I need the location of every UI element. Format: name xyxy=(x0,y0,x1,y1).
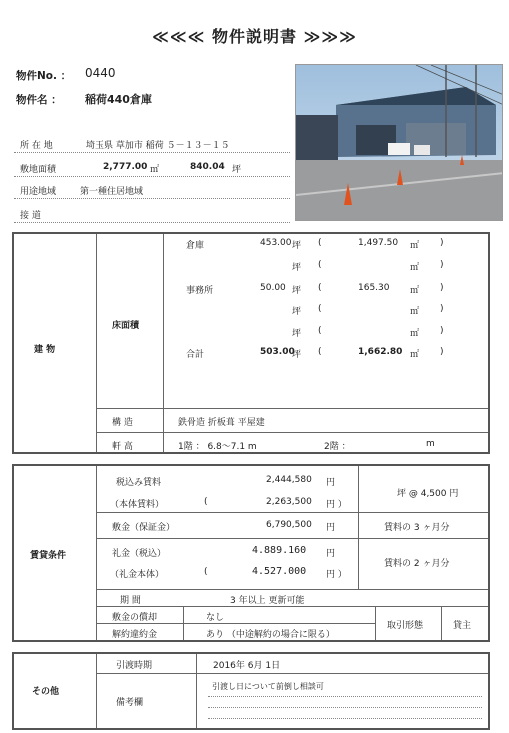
deposit-months: 賃料の 3 ヶ月分 xyxy=(384,523,450,533)
floor-area-unit: 坪 xyxy=(292,307,302,317)
floor-area-m2: 1,662.80 xyxy=(358,347,403,357)
rent-label: 税込み賃料 xyxy=(116,478,162,488)
base-rent-value: 2,263,500 xyxy=(266,497,312,507)
floor-area-unit: 坪 xyxy=(292,263,302,273)
key-money-label: 礼金（税込） xyxy=(112,549,167,559)
deposit-value: 6,790,500 xyxy=(266,520,312,530)
floor-area-name: 事務所 xyxy=(186,286,214,296)
per-tsubo-rent: 坪 @ 4,500 円 xyxy=(397,489,459,499)
floor-area-unit: 坪 xyxy=(292,241,302,251)
base-rent-unit: 円 ） xyxy=(326,500,347,510)
property-no-label: 物件No. ： xyxy=(16,70,72,82)
floor-area-label: 床面積 xyxy=(112,321,140,331)
floor-area-unit: 坪 xyxy=(292,350,302,360)
road-access-label: 接 道 xyxy=(20,211,41,221)
floor-area-paren-close: ) xyxy=(440,304,444,314)
key-money-base-unit: 円 ） xyxy=(326,570,347,580)
land-area-tsubo: 840.04 xyxy=(190,162,225,172)
key-money-base-value: 4.527.000 xyxy=(252,566,307,577)
land-area-m2-unit: ㎡ xyxy=(150,165,160,175)
key-money-base-label: （礼金本体） xyxy=(110,570,165,580)
floor-area-paren-close: ) xyxy=(440,260,444,270)
address-value: 埼玉県 草加市 稲荷 ５－１３－１５ xyxy=(86,141,230,151)
remarks-line xyxy=(208,718,482,719)
floor-area-paren-close: ) xyxy=(440,283,444,293)
floor-area-paren-open: ( xyxy=(318,238,322,248)
land-area-label: 敷地面積 xyxy=(20,165,57,175)
lease-period-value: 3 年以上 更新可能 xyxy=(230,596,305,606)
document-title: ≪≪≪ 物件説明書 ≫≫≫ xyxy=(152,27,357,46)
transaction-type-label: 取引形態 xyxy=(387,621,424,631)
key-money-base-paren-open: ( xyxy=(204,567,208,577)
address-label: 所 在 地 xyxy=(20,141,53,151)
floor-area-tsubo: 50.00 xyxy=(260,283,286,293)
floor-area-paren-close: ) xyxy=(440,238,444,248)
divider xyxy=(14,222,290,223)
remarks-line xyxy=(208,707,482,708)
rent-unit: 円 xyxy=(326,478,336,488)
floor-area-paren-open: ( xyxy=(318,326,322,336)
property-photo xyxy=(295,64,503,221)
floor-area-unit: 坪 xyxy=(292,286,302,296)
cancellation-penalty-value: あり （中途解約の場合に限る） xyxy=(206,630,335,640)
structure-label: 構 造 xyxy=(112,418,133,428)
floor-area-tsubo: 453.00 xyxy=(260,238,292,248)
lease-period-label: 期 間 xyxy=(120,596,141,606)
floor-area-paren-close: ) xyxy=(440,326,444,336)
deposit-label: 敷金（保証金） xyxy=(112,523,176,533)
handover-date-value: 2016年 6月 1日 xyxy=(213,661,281,671)
base-rent-paren-open: ( xyxy=(204,497,208,507)
key-money-unit: 円 xyxy=(326,549,336,559)
zoning-value: 第一種住居地域 xyxy=(80,187,144,197)
deposit-amortization-label: 敷金の償却 xyxy=(112,613,158,623)
remarks-line xyxy=(208,696,482,697)
property-no-value: 0440 xyxy=(85,66,116,80)
floor-area-paren-open: ( xyxy=(318,347,322,357)
floor-area-m2unit: ㎡ xyxy=(410,307,420,317)
divider xyxy=(14,152,290,153)
deposit-unit: 円 xyxy=(326,523,336,533)
key-money-months: 賃料の 2 ヶ月分 xyxy=(384,559,450,569)
floor-area-m2: 1,497.50 xyxy=(358,238,399,248)
other-section-label: その他 xyxy=(32,687,60,697)
cancellation-penalty-label: 解約違約金 xyxy=(112,630,158,640)
structure-value: 鉄骨造 折板葺 平屋建 xyxy=(178,418,265,428)
floor-area-name: 倉庫 xyxy=(186,241,205,251)
eaves-height-label: 軒 高 xyxy=(112,442,133,452)
base-rent-label: （本体賃料） xyxy=(110,500,165,510)
land-area-tsubo-unit: 坪 xyxy=(232,165,242,175)
floor-area-paren-open: ( xyxy=(318,304,322,314)
floor-area-m2unit: ㎡ xyxy=(410,263,420,273)
floor-area-m2unit: ㎡ xyxy=(410,329,420,339)
floor-area-m2unit: ㎡ xyxy=(410,241,420,251)
rent-value: 2,444,580 xyxy=(266,475,312,485)
eaves-2f-unit: m xyxy=(426,439,435,449)
land-area-m2: 2,777.00 xyxy=(103,162,148,172)
eaves-1f-value: 1階 ： 6.8～7.1 m xyxy=(178,442,257,452)
key-money-value: 4.889.160 xyxy=(252,545,307,556)
floor-area-m2unit: ㎡ xyxy=(410,286,420,296)
floor-area-unit: 坪 xyxy=(292,329,302,339)
floor-area-paren-open: ( xyxy=(318,283,322,293)
remarks-value: 引渡し日について前倒し相談可 xyxy=(212,682,324,691)
property-name-value: 稲荷440倉庫 xyxy=(85,93,152,106)
handover-date-label: 引渡時期 xyxy=(116,661,153,671)
floor-area-paren-close: ) xyxy=(440,347,444,357)
floor-area-m2: 165.30 xyxy=(358,283,390,293)
transaction-type-value: 貸主 xyxy=(453,621,472,631)
divider xyxy=(14,176,290,177)
zoning-label: 用途地域 xyxy=(20,187,57,197)
floor-area-tsubo: 503.00 xyxy=(260,347,295,357)
eaves-2f-value: 2階 ： xyxy=(324,442,351,452)
floor-area-name: 合計 xyxy=(186,350,205,360)
divider xyxy=(14,198,290,199)
property-name-label: 物件名 ： xyxy=(16,94,62,106)
lease-section-label: 賃貸条件 xyxy=(30,551,67,561)
deposit-amortization-value: なし xyxy=(206,613,225,623)
remarks-label: 備考欄 xyxy=(116,698,144,708)
floor-area-m2unit: ㎡ xyxy=(410,350,420,360)
floor-area-paren-open: ( xyxy=(318,260,322,270)
building-section-label: 建 物 xyxy=(34,345,56,355)
